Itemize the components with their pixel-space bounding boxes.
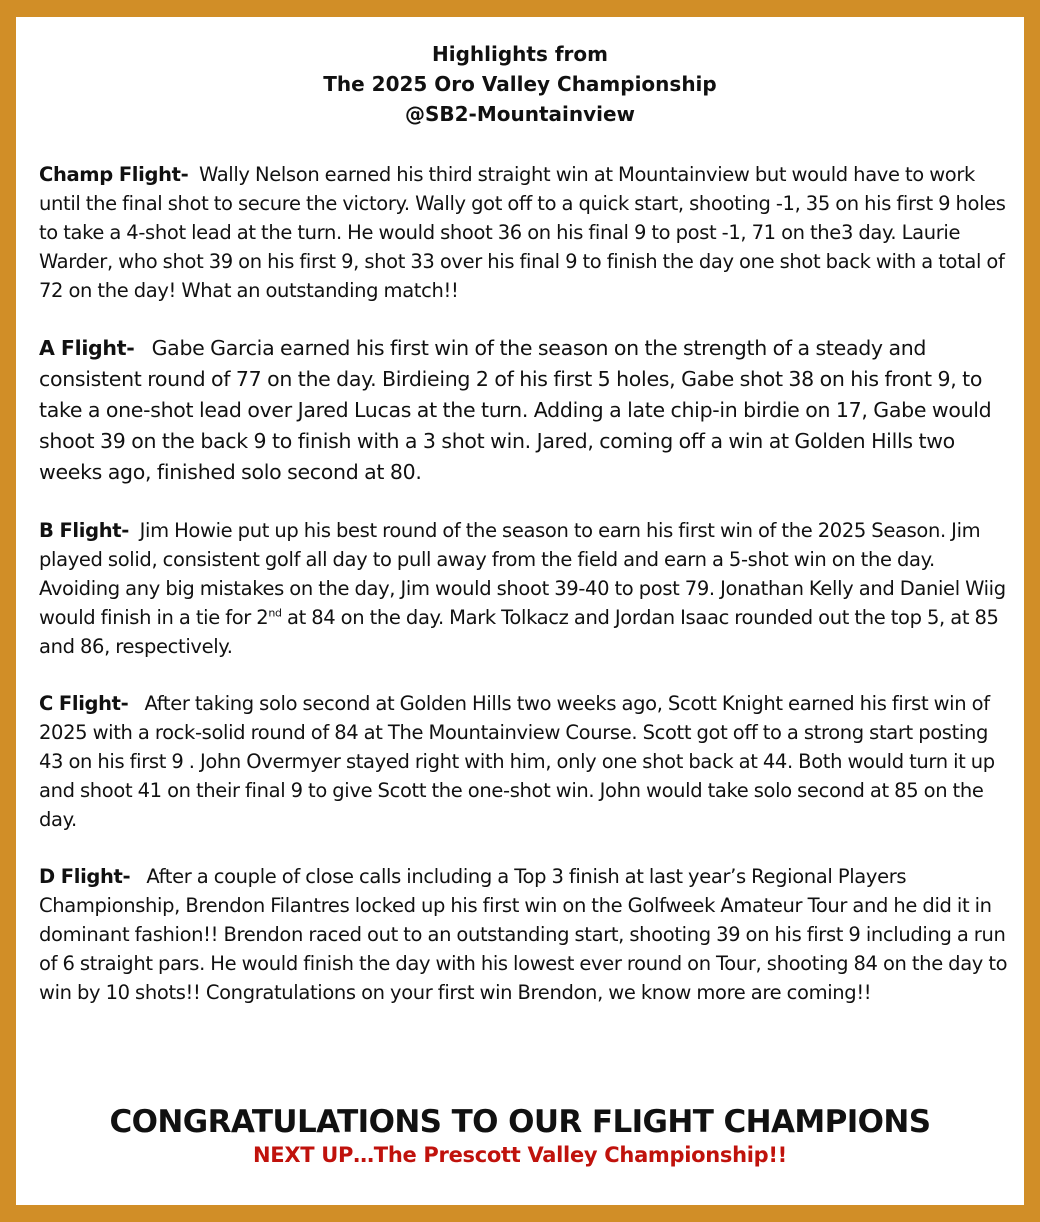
flight-b — [39, 516, 1011, 661]
next-up-announcement: NEXT UP…The Prescott Valley Championship!! — [253, 1143, 787, 1167]
flight-d-text: After a couple of close calls including a Top 3 finish at last year’s Regional Players Championship, Brendon Filantres locked up his first win on the Golfweek Amateur Tour and he did it in dominant fashion!! Brendon raced out to an outstanding start, shooting 39 on his first 9 including a run of 6 straight pars. He would finish the day with his lowest ever round on Tour, shooting 84 on the day to win by 10 shots!! Congratulations on your first win Brendon, we know more are coming!! — [39, 865, 1008, 1004]
header-title: The 2025 Oro Valley Championship — [323, 72, 717, 96]
flight-b-text-after: at 84 on the day. Mark Tolkacz and Jordan Isaac rounded out the top 5, at 85 and 86, respectively. — [39, 606, 999, 658]
flight-c-text: After taking solo second at Golden Hills two weeks ago, Scott Knight earned his first win of 2025 with a rock-solid round of 84 at The Mountainview Course. Scott got off to a strong start posting 43 on his first 9 . John Overmyer stayed right with him, only one shot back at 44. Both would turn it up and shoot 41 on their final 9 to give Scott the one-shot win. John would take solo second at 85 on the day. — [39, 692, 995, 831]
flight-a — [39, 333, 1011, 488]
article-page — [16, 17, 1024, 1205]
article-header — [16, 39, 1024, 129]
header-line-1: Highlights from — [432, 42, 608, 66]
flight-d — [39, 862, 1011, 1007]
flight-b-superscript: nd — [268, 606, 282, 620]
flight-champ-label: Champ Flight- — [39, 163, 189, 186]
flight-d-label: D Flight- — [39, 865, 131, 888]
flight-champ-text: Wally Nelson earned his third straight win at Mountainview but would have to work until the final shot to secure the victory. Wally got off to a quick start, shooting -1, 35 on his first 9 holes to take a 4-shot lead at the turn. He would shoot 36 on his final 9 to post -1, 71 on the3 day. Laurie Warder, who shot 39 on his first 9, shot 33 over his final 9 to finish the day one shot back with a total of 72 on the day! What an outstanding match!! — [39, 163, 1006, 302]
flight-b-text-before: Jim Howie put up his best round of the season to earn his first win of the 2025 Season. Jim played solid, consistent golf all day to pull away from the field and earn a 5-shot win on the day. Avoiding any big mistakes on the day, Jim would shoot 39-40 to post 79. Jonathan Kelly and Daniel Wiig would finish in a tie for 2 — [39, 519, 1006, 629]
flight-a-label: A Flight- — [39, 336, 135, 360]
flight-a-text: Gabe Garcia earned his first win of the season on the strength of a steady and consistent round of 77 on the day. Birdieing 2 of his first 5 holes, Gabe shot 38 on his front 9, to take a one-shot lead over Jared Lucas at the turn. Adding a late chip-in birdie on 17, Gabe would shoot 39 on the back 9 to finish with a 3 shot win. Jared, coming off a win at Golden Hills two weeks ago, finished solo second at 80. — [39, 336, 992, 484]
flight-c-label: C Flight- — [39, 692, 129, 715]
flight-champ — [39, 160, 1011, 305]
flight-b-label: B Flight- — [39, 519, 129, 542]
header-venue: @SB2-Mountainview — [404, 102, 636, 126]
congrats-heading: CONGRATULATIONS TO OUR FLIGHT CHAMPIONS — [109, 1104, 931, 1140]
flight-recaps — [39, 160, 1011, 1035]
flight-c — [39, 689, 1011, 834]
article-footer — [16, 1103, 1024, 1169]
